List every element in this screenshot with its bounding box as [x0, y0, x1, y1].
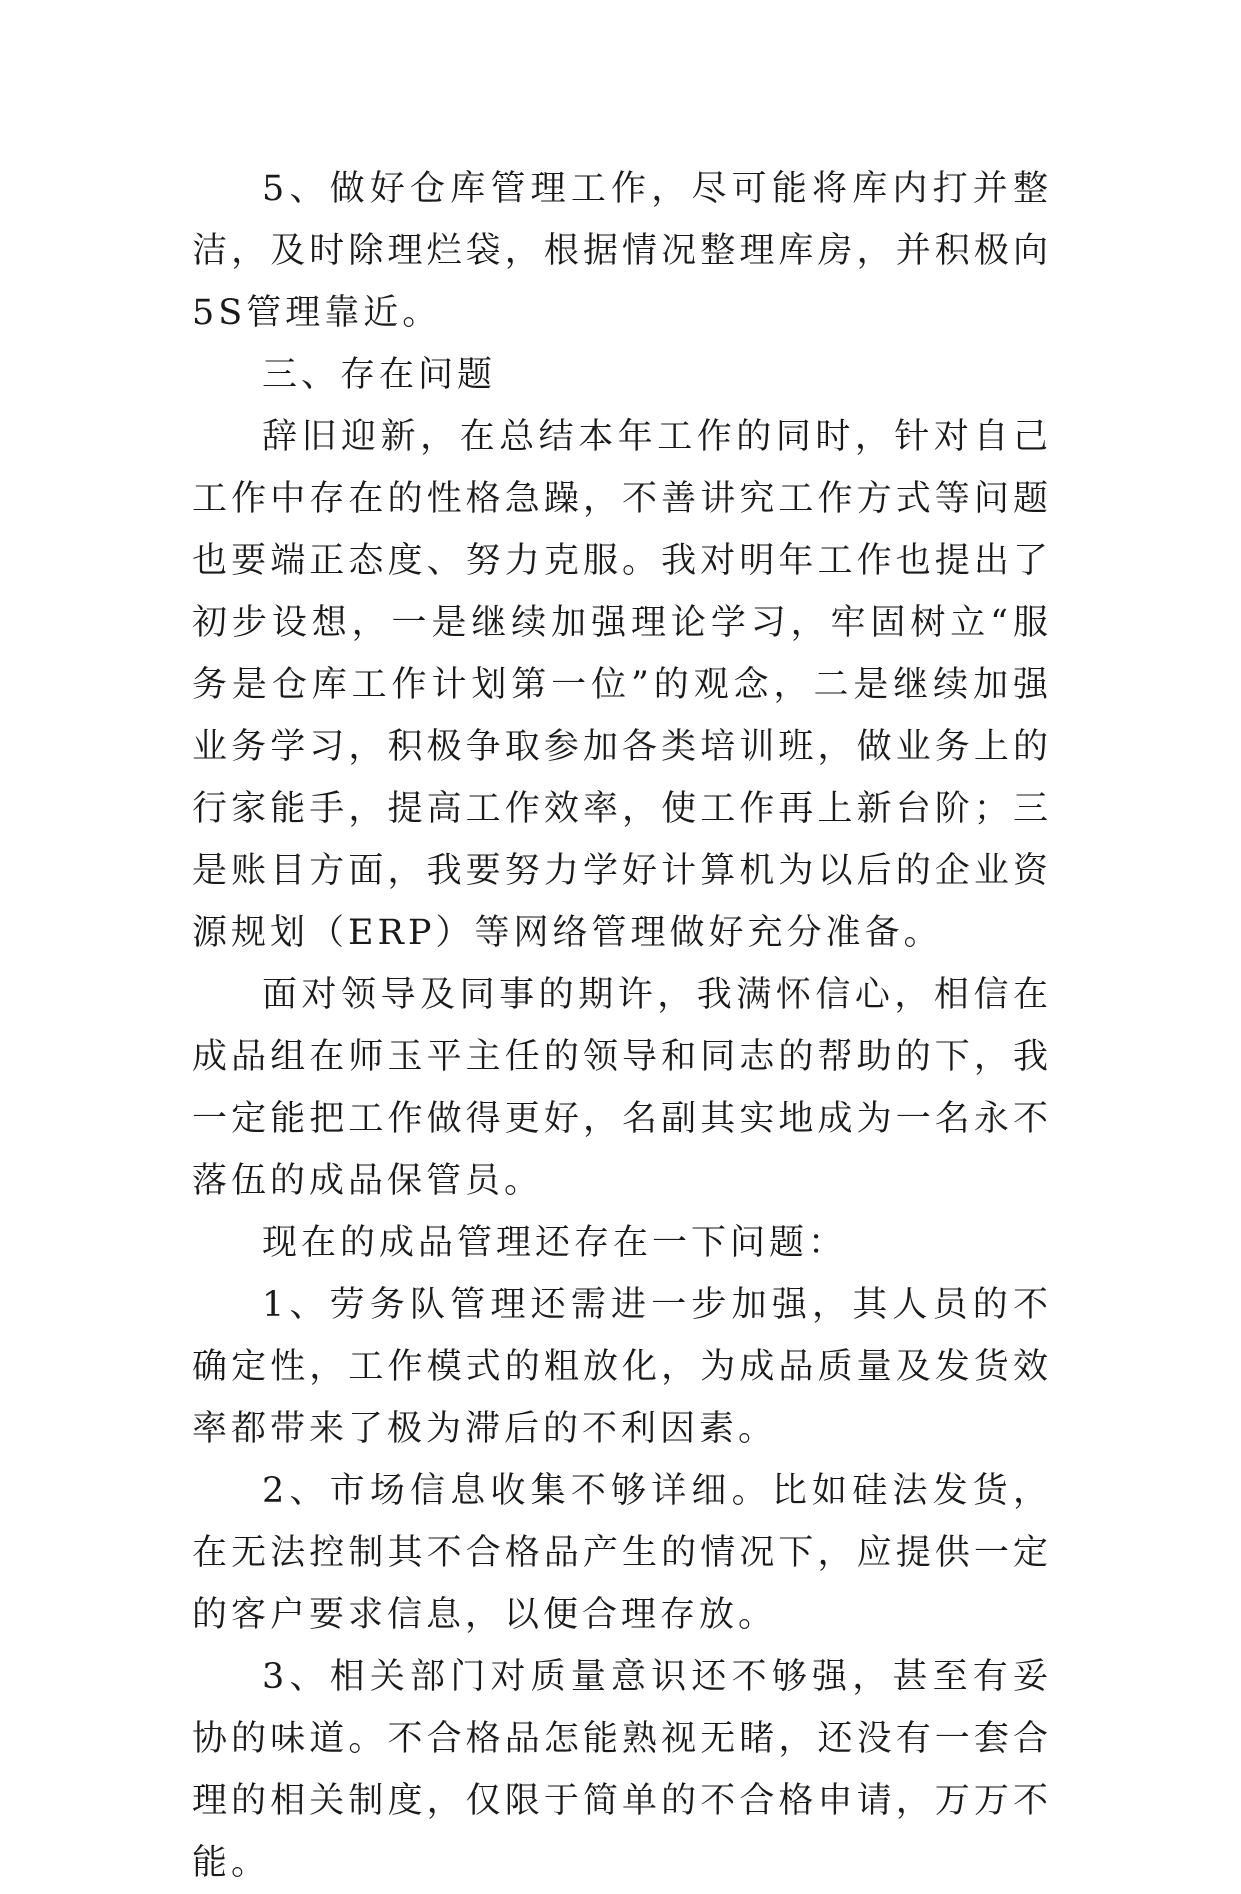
paragraph-warehouse-management: 5、做好仓库管理工作，尽可能将库内打并整洁，及时除理烂袋，根据情况整理库房，并积极向5S管理靠近。: [192, 169, 1052, 333]
section-heading-problems: 三、存在问题: [262, 355, 497, 395]
paragraph-confidence: 面对领导及同事的期许，我满怀信心，相信在成品组在师玉平主任的领导和同志的帮助的下，我一定能把工作做得更好，名副其实地成为一名永不落伍的成品保管员。: [192, 975, 1052, 1201]
paragraph-problem-2: 2、市场信息收集不够详细。比如硅法发货，在无法控制其不合格品产生的情况下，应提供一定的客户要求信息，以便合理存放。: [192, 1471, 1052, 1635]
document-body: [192, 158, 1052, 1894]
paragraph-problem-1: 1、劳务队管理还需进一步加强，其人员的不确定性，工作模式的粗放化，为成品质量及发货效率都带来了极为滞后的不利因素。: [192, 1285, 1052, 1449]
paragraph-problems-intro: 现在的成品管理还存在一下问题：: [262, 1223, 848, 1263]
paragraph-reflection-plans: 辞旧迎新，在总结本年工作的同时，针对自己工作中存在的性格急躁，不善讲究工作方式等问题也要端正态度、努力克服。我对明年工作也提出了初步设想，一是继续加强理论学习，牢固树立“服务是仓库工作计划第一位”的观念，二是继续加强业务学习，积极争取参加各类培训班，做业务上的行家能手，提高工作效率，使工作再上新台阶；三是账目方面，我要努力学好计算机为以后的企业资源规划（ERP）等网络管理做好充分准备。: [192, 417, 1052, 953]
paragraph-problem-3: 3、相关部门对质量意识还不够强，甚至有妥协的味道。不合格品怎能熟视无睹，还没有一套合理的相关制度，仅限于简单的不合格申请，万万不能。: [192, 1657, 1052, 1883]
